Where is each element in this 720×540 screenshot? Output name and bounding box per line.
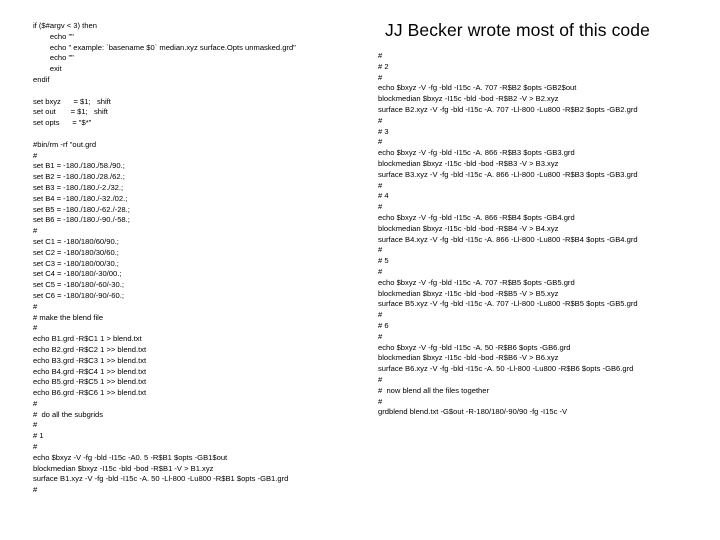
code-line: set B6 = -180./180./-90./-58.; xyxy=(33,215,130,225)
code-line: set out = $1; shift xyxy=(33,107,108,117)
code-line: endif xyxy=(33,74,50,84)
code-line: set C6 = -180/180/-90/-60.; xyxy=(33,290,124,300)
code-line: blockmedian $bxyz -I15c -bld -bod -R$B2 -V > B2.xyz xyxy=(378,94,559,104)
code-line: surface B4.xyz -V -fg -bld -I15c -A. 866 -Ll-800 -Lu800 -R$B4 $opts -GB4.grd xyxy=(378,234,638,244)
slide-title: JJ Becker wrote most of this code xyxy=(385,20,650,40)
code-line: # now blend all the files together xyxy=(378,385,490,395)
code-line: # xyxy=(378,72,383,82)
code-line: # xyxy=(378,137,383,147)
code-line: echo $bxyz -V -fg -bld -I15c -A0. 5 -R$B1 $opts -GB1$out xyxy=(33,452,228,462)
code-line: # xyxy=(378,331,383,341)
code-line: exit xyxy=(33,64,62,74)
code-column-right xyxy=(378,51,714,418)
code-line: surface B3.xyz -V -fg -bld -I15c -A. 866 -Ll-800 -Lu800 -R$B3 $opts -GB3.grd xyxy=(378,169,638,179)
code-line: # 2 xyxy=(378,61,389,71)
code-line: # xyxy=(378,245,383,255)
code-line: echo "" xyxy=(33,53,74,63)
code-line: surface B2.xyz -V -fg -bld -I15c -A. 707 -Ll-800 -Lu800 -R$B2 $opts -GB2.grd xyxy=(378,104,638,114)
code-line: # 1 xyxy=(33,431,44,441)
code-line: # xyxy=(378,374,383,384)
code-line: echo "" xyxy=(33,31,74,41)
code-line: # xyxy=(33,398,38,408)
code-line: # xyxy=(378,51,383,60)
code-line: echo $bxyz -V -fg -bld -I15c -A. 707 -R$B2 $opts -GB2$out xyxy=(378,83,577,93)
code-line: # xyxy=(378,180,383,190)
code-line: set C5 = -180/180/-60/-30.; xyxy=(33,280,124,290)
code-line: echo " example: `basename $0` median.xyz surface.Opts unmasked.grd" xyxy=(33,42,296,52)
code-line: # xyxy=(33,442,38,452)
code-line: surface B1.xyz -V -fg -bld -I15c -A. 50 -Ll-800 -Lu800 -R$B1 $opts -GB1.grd xyxy=(33,474,289,484)
code-line: surface B5.xyz -V -fg -bld -I15c -A. 707 -Ll-800 -Lu800 -R$B5 $opts -GB5.grd xyxy=(378,299,638,309)
code-line: echo $bxyz -V -fg -bld -I15c -A. 50 -R$B6 $opts -GB6.grd xyxy=(378,342,571,352)
code-line: # make the blend file xyxy=(33,312,104,322)
code-line: echo B3.grd -R$C3 1 >> blend.txt xyxy=(33,355,147,365)
code-line: set C3 = -180/180/00/30.; xyxy=(33,258,119,268)
code-line: echo B4.grd -R$C4 1 >> blend.txt xyxy=(33,366,147,376)
code-line: set bxyz = $1; shift xyxy=(33,96,111,106)
code-line: blockmedian $bxyz -I15c -bld -bod -R$B1 -V > B1.xyz xyxy=(33,463,214,473)
code-line xyxy=(33,129,363,140)
code-line: echo B1.grd -R$C1 1 > blend.txt xyxy=(33,334,142,344)
code-line: set B2 = -180./180./28./62.; xyxy=(33,172,125,182)
code-line: # do all the subgrids xyxy=(33,409,104,419)
code-line: set C4 = -180/180/-30/00.; xyxy=(33,269,122,279)
code-line: echo $bxyz -V -fg -bld -I15c -A. 707 -R$B5 $opts -GB5.grd xyxy=(378,277,575,287)
code-line: set B1 = -180./180./58./90.; xyxy=(33,161,125,171)
code-line: # xyxy=(33,485,38,495)
code-line: echo $bxyz -V -fg -bld -I15c -A. 866 -R$B3 $opts -GB3.grd xyxy=(378,148,575,158)
code-line: # xyxy=(378,266,383,276)
code-line: # 4 xyxy=(378,191,389,201)
code-line: set B4 = -180./180./-32./02.; xyxy=(33,193,128,203)
code-line: echo B2.grd -R$C2 1 >> blend.txt xyxy=(33,344,147,354)
code-line xyxy=(33,86,363,97)
code-line: blockmedian $bxyz -I15c -bld -bod -R$B6 -V > B6.xyz xyxy=(378,353,559,363)
code-line: # xyxy=(33,420,38,430)
code-line: # xyxy=(378,202,383,212)
code-line: set B3 = -180./180./-2./32.; xyxy=(33,182,124,192)
code-line: blockmedian $bxyz -I15c -bld -bod -R$B3 -V > B3.xyz xyxy=(378,158,559,168)
code-line: # xyxy=(378,310,383,320)
code-line: #bin/rm -rf "out.grd xyxy=(33,139,97,149)
code-line: # xyxy=(378,396,383,406)
code-line: grdblend blend.txt -G$out -R-180/180/-90/90 -fg -I15c -V xyxy=(378,407,568,417)
code-line: blockmedian $bxyz -I15c -bld -bod -R$B4 -V > B4.xyz xyxy=(378,223,559,233)
code-line: # xyxy=(33,323,38,333)
code-line: # 5 xyxy=(378,256,389,266)
code-line: # xyxy=(33,301,38,311)
code-line: set C2 = -180/180/30/60.; xyxy=(33,247,119,257)
code-line: set B5 = -180./180./-62./-28.; xyxy=(33,204,130,214)
code-line: # xyxy=(33,150,38,160)
code-line: if ($#argv < 3) then xyxy=(33,21,97,30)
code-line: echo $bxyz -V -fg -bld -I15c -A. 866 -R$B4 $opts -GB4.grd xyxy=(378,212,575,222)
code-line: # 6 xyxy=(378,320,389,330)
code-line: # 3 xyxy=(378,126,389,136)
code-line: blockmedian $bxyz -I15c -bld -bod -R$B5 -V > B5.xyz xyxy=(378,288,559,298)
code-line: # xyxy=(33,226,38,236)
code-column-left xyxy=(33,21,363,496)
code-line: echo B6.grd -R$C6 1 >> blend.txt xyxy=(33,388,147,398)
code-line: surface B6.xyz -V -fg -bld -I15c -A. 50 -Ll-800 -Lu800 -R$B6 $opts -GB6.grd xyxy=(378,364,634,374)
code-line: echo B5.grd -R$C5 1 >> blend.txt xyxy=(33,377,147,387)
code-line: # xyxy=(378,115,383,125)
code-line: set opts = "$*" xyxy=(33,118,92,128)
code-line: set C1 = -180/180/60/90.; xyxy=(33,236,119,246)
